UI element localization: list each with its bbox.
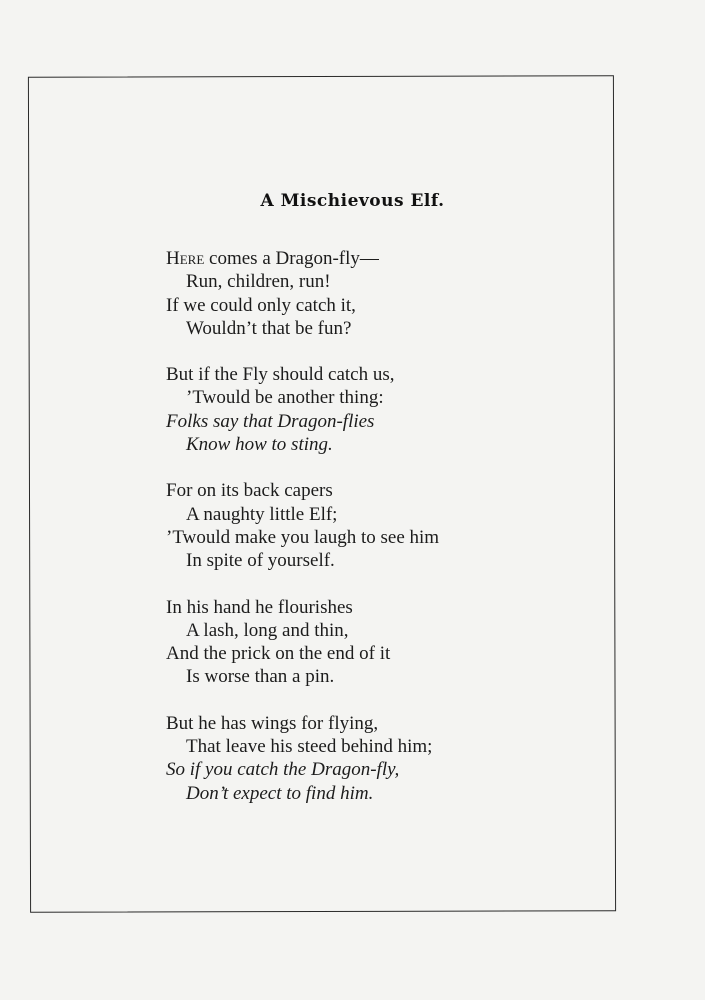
poem-line: Run, children, run!: [186, 271, 331, 293]
poem-line: A lash, long and thin,: [186, 619, 349, 641]
poem-line: For on its back capers: [166, 480, 333, 502]
poem-line: Don’t expect to find him.: [186, 782, 374, 804]
poem-line: If we could only catch it,: [166, 294, 356, 316]
poem-line: In his hand he flourishes: [166, 596, 353, 618]
poem-line: Folks say that Dragon-flies: [166, 410, 375, 432]
stanza-5: [166, 712, 486, 805]
stanza-3: [166, 479, 486, 572]
stanza-4: [166, 596, 486, 689]
poem-line: That leave his steed behind him;: [186, 736, 433, 758]
poem-title: A Mischievous Elf.: [260, 191, 445, 211]
poem-line: So if you catch the Dragon-fly,: [166, 759, 400, 781]
poem-line: Know how to sting.: [186, 434, 333, 456]
poem-line: Wouldn’t that be fun?: [186, 317, 352, 339]
poem-line: ’Twould be another thing:: [186, 387, 384, 409]
line-text: comes a Dragon-fly—: [204, 248, 379, 269]
stanza-1: [166, 247, 486, 340]
poem-line: [166, 247, 486, 270]
poem-line: And the prick on the end of it: [166, 643, 391, 665]
poem-line: But if the Fly should catch us,: [166, 364, 395, 386]
poem-line: In spite of yourself.: [186, 550, 335, 572]
poem-line: Is worse than a pin.: [186, 666, 335, 688]
poem-line: ’Twould make you laugh to see him: [166, 526, 440, 548]
small-caps-first-word: Here: [166, 248, 205, 269]
poem-body: [166, 247, 486, 828]
poem-line: A naughty little Elf;: [186, 503, 338, 525]
stanza-2: [166, 363, 486, 456]
poem-line: But he has wings for flying,: [166, 712, 379, 734]
